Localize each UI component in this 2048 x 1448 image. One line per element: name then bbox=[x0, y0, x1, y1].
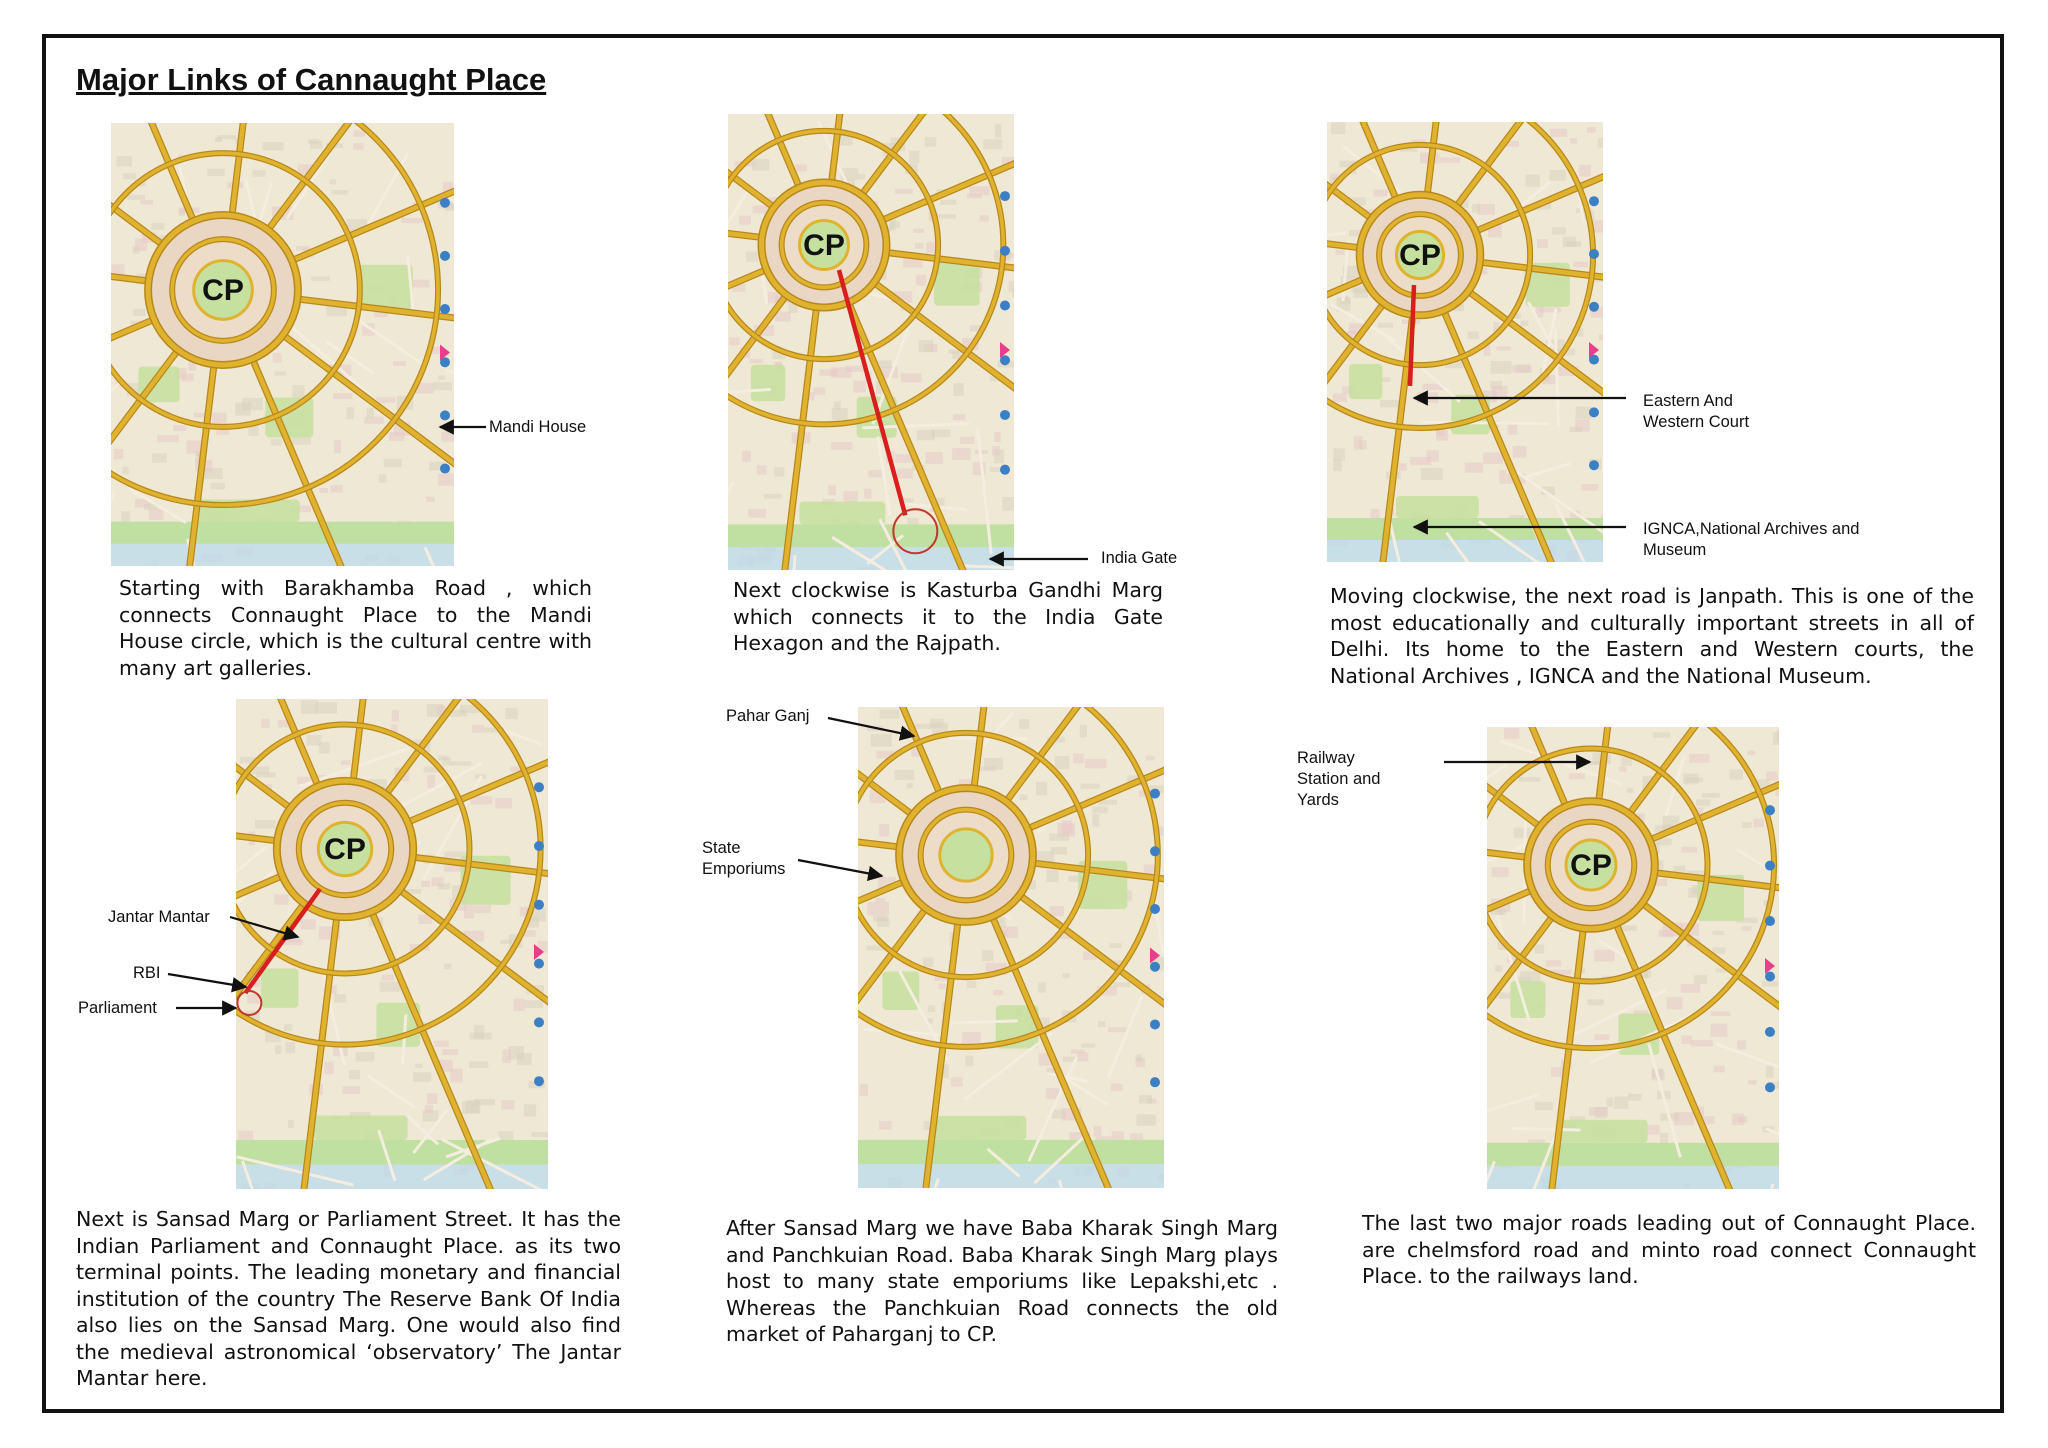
page-title: Major Links of Cannaught Place bbox=[76, 62, 547, 97]
callout-rbi: RBI bbox=[133, 964, 161, 982]
map-kasturba-gandhi-marg bbox=[728, 114, 1014, 570]
map-barakhamba-road bbox=[111, 123, 454, 566]
callout-india-gate: India Gate bbox=[1101, 549, 1178, 567]
callout-ignca-national-archives: IGNCA,National Archives and Museum bbox=[1643, 520, 1860, 559]
map-sansad-marg bbox=[236, 699, 548, 1189]
cp-label: CP bbox=[324, 833, 366, 866]
description-sansad-marg: Next is Sansad Marg or Parliament Street. It has the Indian Parliament and Connaught Place. as its two terminal points. The leading monetary and financial institution of the country The Reserve Bank Of India also lies on the Sansad Marg. One would also find the medieval astronomical ‘observatory’ The Jantar Mantar here. bbox=[76, 1207, 621, 1390]
map-janpath bbox=[1327, 122, 1603, 562]
description-barakhamba-road: Starting with Barakhamba Road , which connects Connaught Place to the Mandi House circle, which is the cultural centre with many art galleries. bbox=[119, 576, 592, 680]
map-baba-kharak-singh-marg bbox=[858, 707, 1164, 1188]
cp-label: CP bbox=[803, 229, 845, 262]
description-kasturba-gandhi-marg: Next clockwise is Kasturba Gandhi Marg which connects it to the India Gate Hexagon and the Rajpath. bbox=[733, 578, 1163, 655]
callout-mandi-house: Mandi House bbox=[489, 418, 587, 436]
map-chelmsford-minto-road bbox=[1487, 727, 1779, 1189]
description-janpath: Moving clockwise, the next road is Janpath. This is one of the most educationally and culturally important streets in all of Delhi. Its home to the Eastern and Western courts, the National Archives , IGNCA and the National Museum. bbox=[1330, 584, 1974, 688]
cp-label: CP bbox=[1570, 849, 1612, 882]
callout-railway-station-yards: Railway Station and Yards bbox=[1297, 749, 1381, 809]
cp-label: CP bbox=[1399, 239, 1441, 272]
callout-parliament: Parliament bbox=[78, 999, 157, 1017]
cp-label: CP bbox=[202, 274, 244, 307]
description-chelmsford-minto-road: The last two major roads leading out of Connaught Place. are chelmsford road and minto road connect Connaught Place. to the railways land. bbox=[1362, 1211, 1976, 1288]
callout-pahar-ganj: Pahar Ganj bbox=[726, 707, 810, 725]
callout-jantar-mantar: Jantar Mantar bbox=[108, 908, 210, 926]
description-baba-kharak-singh-marg: After Sansad Marg we have Baba Kharak Singh Marg and Panchkuian Road. Baba Kharak Singh Marg plays host to many state emporiums like Lepakshi,etc . Whereas the Panchkuian Road connects the old market of Paharganj to CP. bbox=[726, 1216, 1278, 1346]
callout-state-emporiums: State Emporiums bbox=[702, 839, 786, 878]
callout-eastern-western-court: Eastern And Western Court bbox=[1643, 392, 1750, 431]
